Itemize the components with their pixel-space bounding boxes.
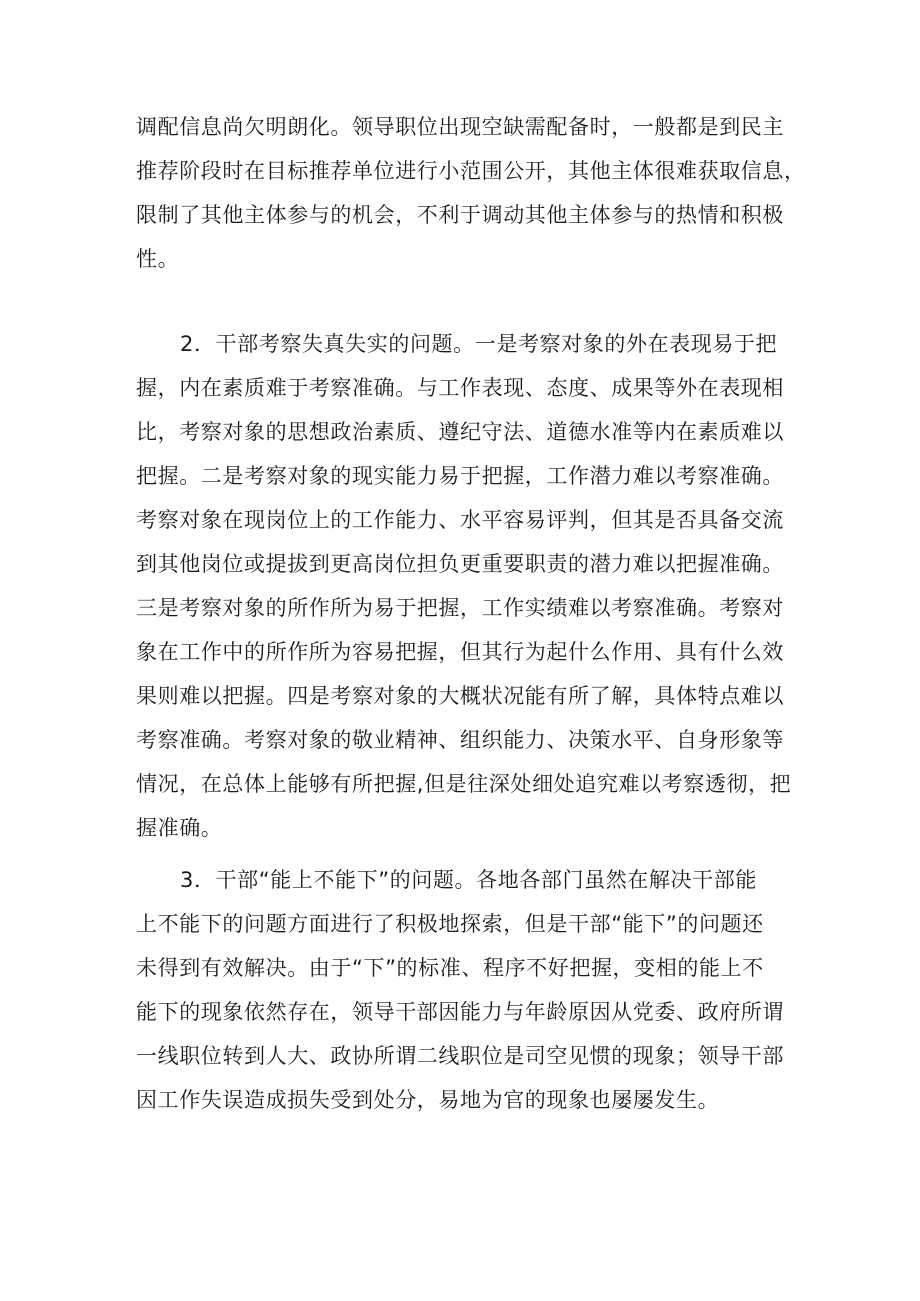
text-line: 上不能下的问题方面进行了积极地探索，但是干部“能下”的问题还 [136, 912, 764, 936]
text-line: 3．干部“能上不能下”的问题。各地各部门虽然在解决干部能 [180, 868, 757, 892]
text-line: 限制了其他主体参与的机会，不利于调动其他主体参与的热情和积极 [136, 203, 784, 227]
text-line: 握准确。 [136, 816, 223, 840]
text-line: 因工作失误造成损失受到处分，易地为官的现象也屡屡发生。 [136, 1088, 720, 1112]
text-line: 考察对象在现岗位上的工作能力、水平容易评判，但其是否具备交流 [136, 508, 784, 532]
text-line: 三是考察对象的所作所为易于把握，工作实绩难以考察准确。考察对 [136, 596, 784, 620]
text-line: 象在工作中的所作所为容易把握，但其行为起什么作用、具有什么效 [136, 640, 784, 664]
text-line: 2．干部考察失真失实的问题。一是考察对象的外在表现易于把 [180, 332, 778, 356]
text-line: 到其他岗位或提拔到更高岗位担负更重要职责的潜力难以把握准确。 [136, 552, 784, 576]
text-line: 推荐阶段时在目标推荐单位进行小范围公开，其他主体很难获取信息， [136, 159, 806, 183]
text-line: 果则难以把握。四是考察对象的大概状况能有所了解，具体特点难以 [136, 684, 784, 708]
text-line: 调配信息尚欠明朗化。领导职位出现空缺需配备时，一般都是到民主 [136, 115, 784, 139]
text-line: 一线职位转到人大、政协所谓二线职位是司空见惯的现象；领导干部 [136, 1044, 784, 1068]
paragraph-cadre-inspection [136, 322, 796, 850]
text-line: 握，内在素质难于考察准确。与工作表现、态度、成果等外在表现相 [136, 376, 784, 400]
text-line: 能下的现象依然存在，领导干部因能力与年龄原因从党委、政府所谓 [136, 1000, 784, 1024]
text-line: 性。 [136, 247, 180, 271]
paragraph-promotion-demotion [136, 858, 796, 1122]
paragraph-info-disclosure [136, 105, 806, 281]
text-line: 比，考察对象的思想政治素质、遵纪守法、道德水准等内在素质难以 [136, 420, 784, 444]
text-line: 考察准确。考察对象的敬业精神、组织能力、决策水平、自身形象等 [136, 728, 784, 752]
text-line: 把握。二是考察对象的现实能力易于把握，工作潜力难以考察准确。 [136, 464, 784, 488]
text-line: 未得到有效解决。由于“下”的标准、程序不好把握，变相的能上不 [136, 956, 764, 980]
text-line: 情况，在总体上能够有所把握,但是往深处细处追究难以考察透彻，把 [136, 772, 792, 796]
